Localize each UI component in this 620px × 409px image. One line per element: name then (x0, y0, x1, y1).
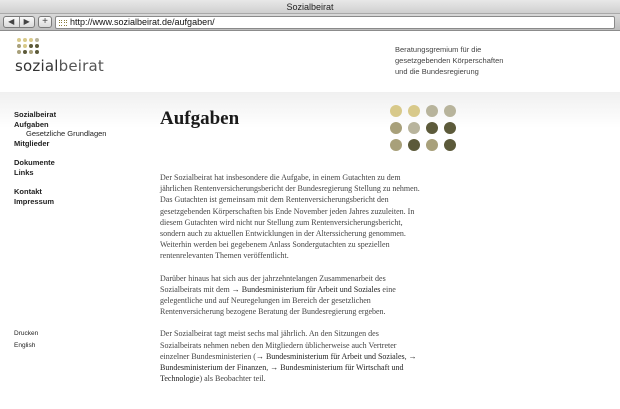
sidebar-nav (14, 110, 144, 206)
add-bookmark-button[interactable]: + (38, 16, 52, 28)
paragraph-3 (160, 328, 420, 384)
sidebar-item-kontakt[interactable]: Kontakt (14, 187, 42, 196)
link-bmwi[interactable]: Bundesministerium für Wirtschaft und Technologie (160, 363, 404, 384)
site-logo[interactable] (15, 57, 104, 75)
browser-toolbar (0, 14, 620, 31)
main-content (160, 172, 420, 395)
nav-buttons (3, 16, 35, 28)
sidebar-item-gesetzliche-grundlagen[interactable]: Gesetzliche Grundlagen (26, 129, 107, 138)
arrow-right-icon: → (408, 351, 417, 361)
link-bmf[interactable]: Bundesministerium der Finanzen (160, 363, 267, 373)
decorative-dots-icon (390, 105, 460, 155)
footer-links (14, 328, 38, 352)
arrow-right-icon: → (270, 363, 279, 373)
site-favicon-icon (59, 20, 67, 26)
sidebar-item-mitglieder[interactable]: Mitglieder (14, 138, 50, 148)
url-text[interactable]: http://www.sozialbeirat.de/aufgaben/ (70, 17, 215, 27)
p2-text-a: Darüber hinaus hat sich aus der jahrzehntelangen Zusammenarbeit des Sozialbeirats mit dem (160, 273, 386, 294)
logo-dots-icon (17, 38, 39, 55)
window-titlebar (0, 0, 620, 14)
arrow-right-icon: → (255, 351, 264, 361)
sidebar-item-dokumente[interactable]: Dokumente (14, 158, 55, 167)
p3-text-b: ) als Beobachter teil. (199, 374, 266, 384)
paragraph-1: Der Sozialbeirat hat insbesondere die Aufgabe, in einem Gutachten zu dem jährlichen Rentenversicherungsbericht der Bundesregierung Stellung zu nehmen. Das Gutachten ist gemeinsam mit dem Rentenversicherungsbericht den gesetzgebenden Körperschaften bis Ende November jeden Jahres zuzuleiten. In diesem Gutachten wird nicht nur Stellung zum Rentenversicherungsbericht, sondern auch zu aktuellen Entwicklungen in der Alterssicherung genommen. Weiterhin werden bei gegebenem Anlass Sondergutachten zu speziellen rentenrelevanten Themen veröffentlicht. (160, 173, 420, 261)
paragraph-2 (160, 273, 420, 318)
p3-separator-2: , (266, 363, 269, 373)
link-bmas-2[interactable]: Bundesministerium für Arbeit und Soziales (265, 351, 405, 361)
tagline-line-2: gesetzgebenden Körperschaften (395, 56, 504, 65)
tagline-line-1: Beratungsgremium für die (395, 45, 482, 54)
p2-text-b: eine gelegentliche und auf Neuregelungen im Bereich der gesetzlichen Rentenversicherung bezogene Beratung der Bundesregierung ergeben. (160, 284, 396, 317)
forward-button[interactable]: ▶ (23, 17, 30, 26)
p3-text-a: Der Sozialbeirat tagt meist sechs mal jährlich. An den Sitzungen des Sozialbeirats nehmen neben den Mitgliedern üblicherweise auch Vertreter einzelner Bundesministerien ( (160, 329, 397, 361)
address-bar[interactable] (55, 16, 615, 29)
sidebar-item-sozialbeirat[interactable]: Sozialbeirat (14, 110, 57, 119)
link-bmas[interactable]: Bundesministerium für Arbeit und Soziales (241, 284, 381, 294)
print-link[interactable]: Drucken (14, 330, 39, 337)
logo-part-2: beirat (58, 57, 104, 75)
p3-separator-1: , (404, 351, 407, 361)
back-button[interactable]: ◀ (4, 17, 20, 27)
arrow-right-icon: → (231, 284, 240, 294)
tagline-line-3: und die Bundesregierung (395, 67, 479, 76)
english-link[interactable]: English (14, 342, 36, 349)
site-tagline (395, 44, 555, 77)
window-title: Sozialbeirat (286, 2, 334, 12)
page-title: Aufgaben (160, 108, 240, 129)
sidebar-item-links[interactable]: Links (14, 167, 34, 177)
logo-part-1: sozial (15, 57, 59, 75)
sidebar-item-aufgaben[interactable]: Aufgaben (14, 119, 49, 129)
sidebar-item-impressum[interactable]: Impressum (14, 196, 55, 206)
